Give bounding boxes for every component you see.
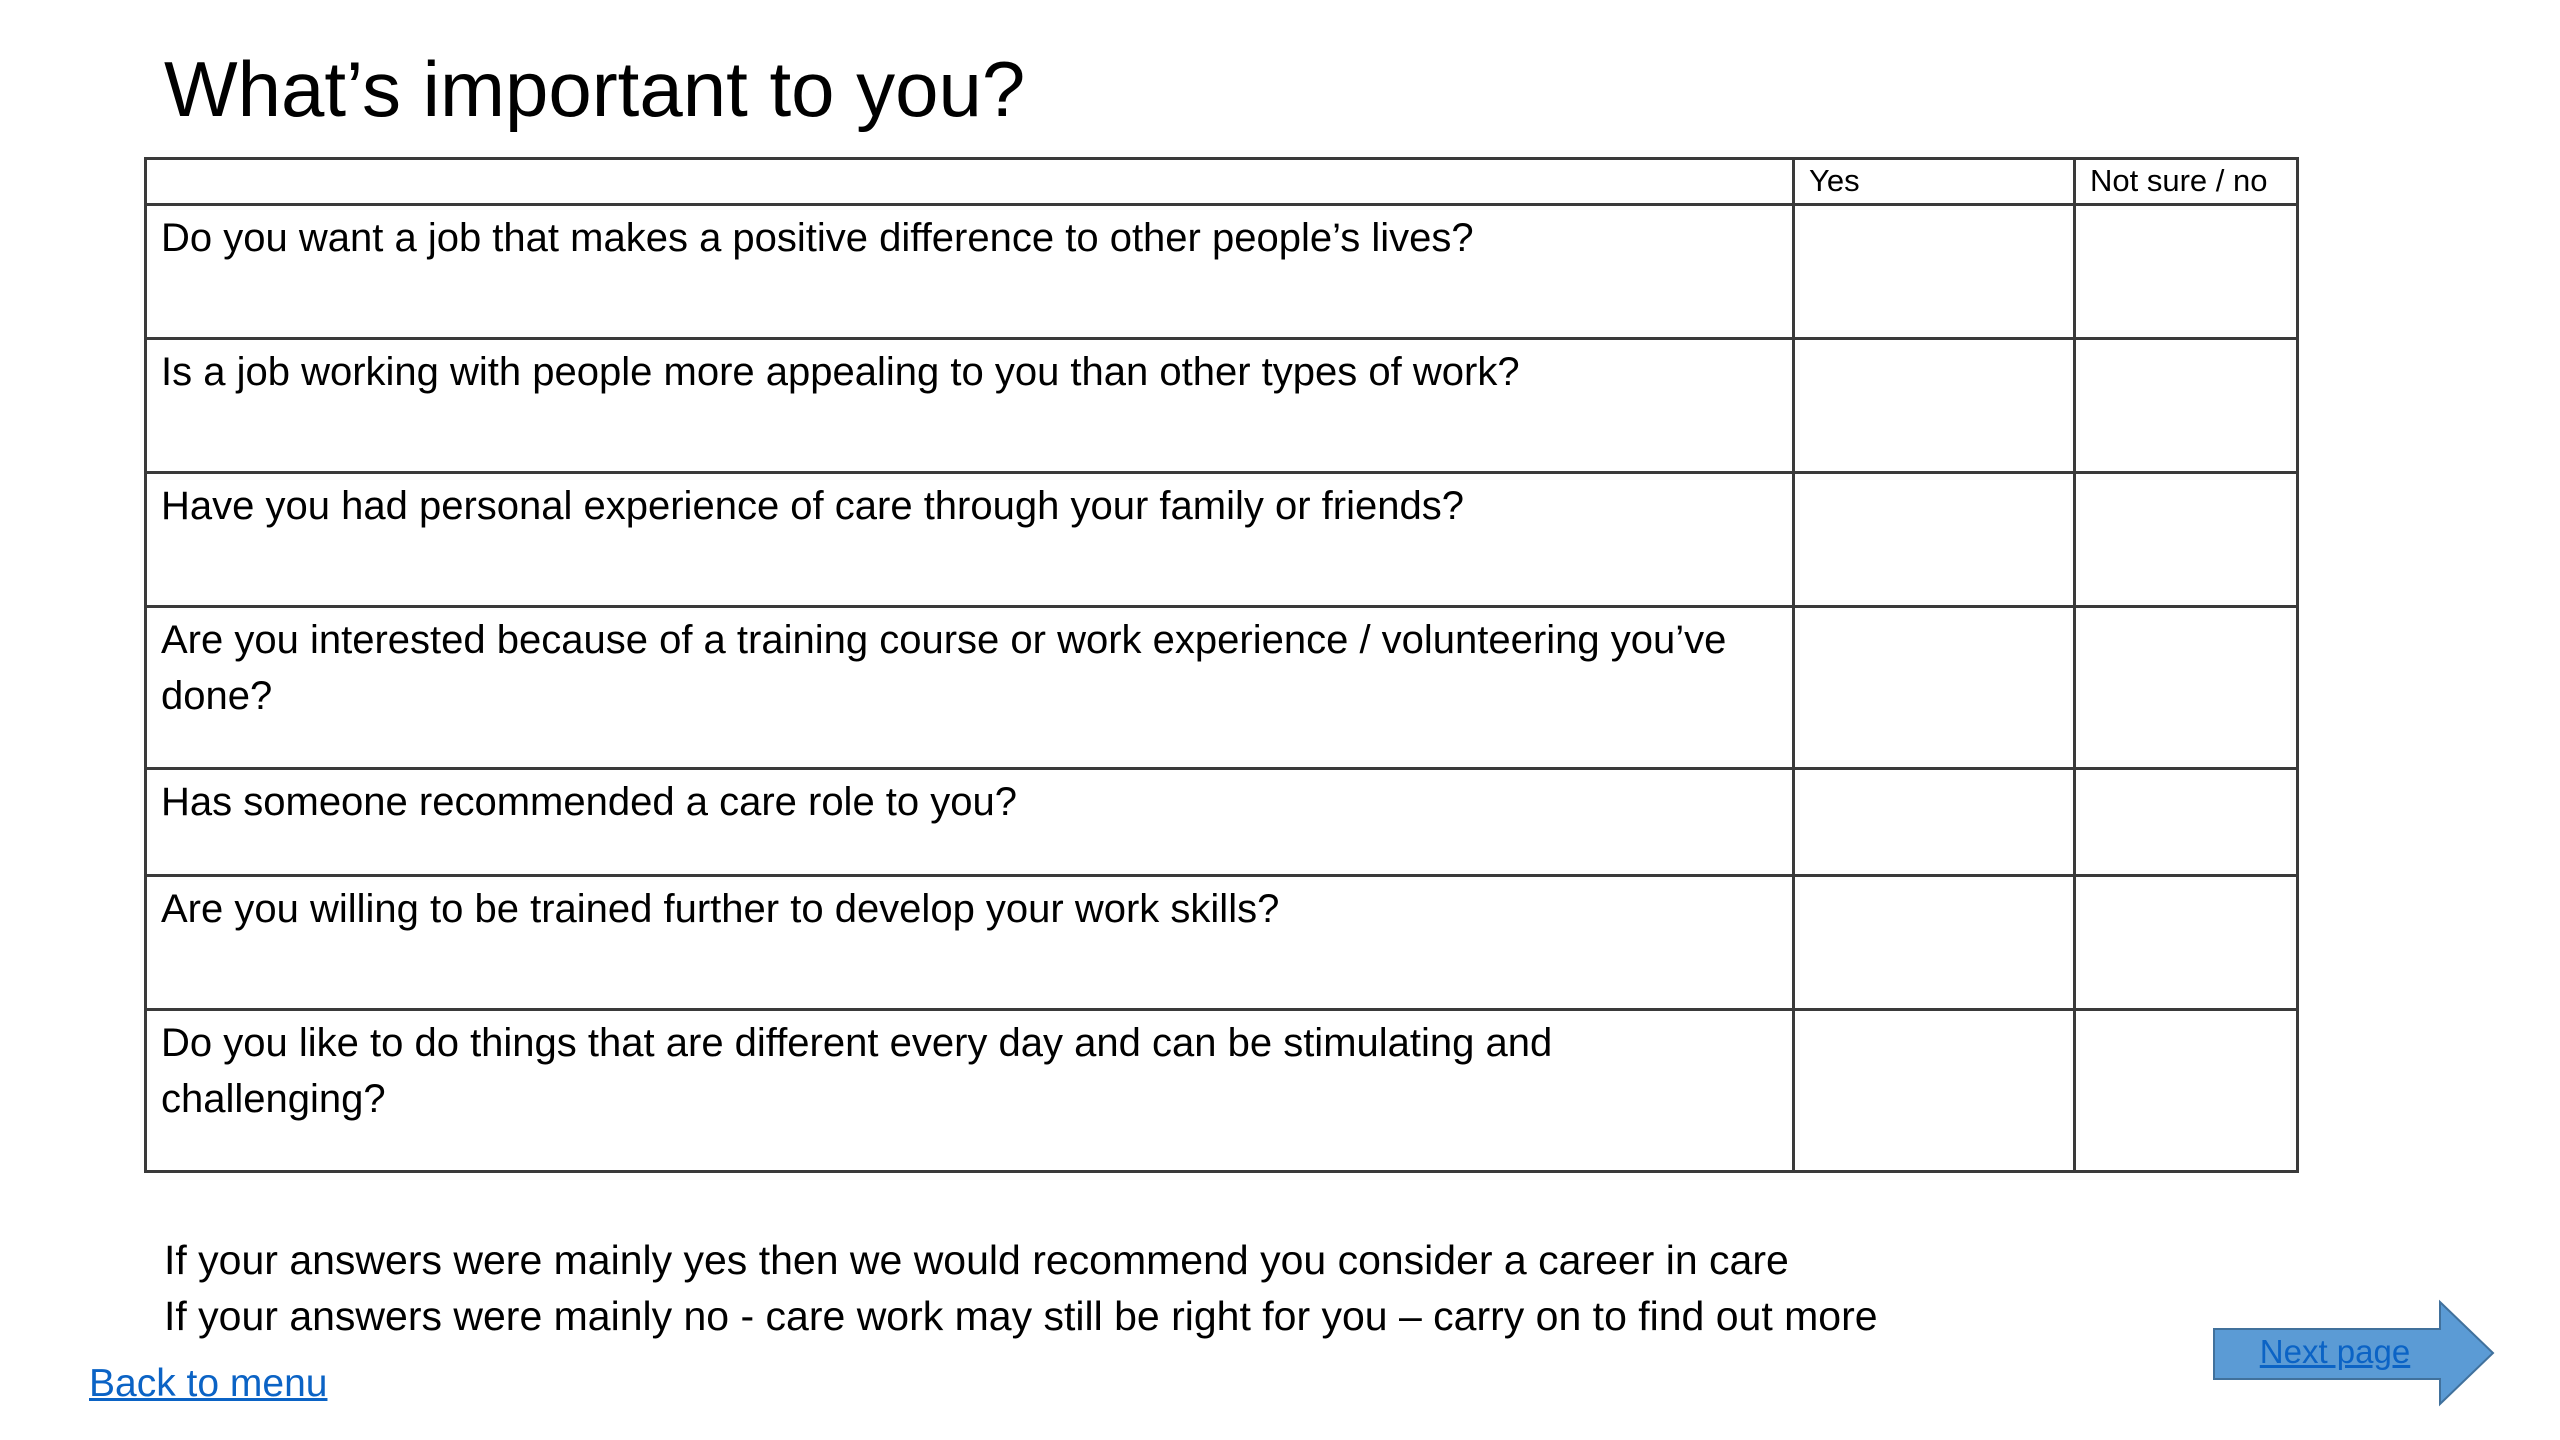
not-sure-answer-cell[interactable] xyxy=(2075,1010,2298,1172)
header-not-sure-no: Not sure / no xyxy=(2075,159,2298,205)
table-row xyxy=(146,473,2298,607)
table-row xyxy=(146,205,2298,339)
table-row xyxy=(146,1010,2298,1172)
not-sure-answer-cell[interactable] xyxy=(2075,473,2298,607)
yes-answer-cell[interactable] xyxy=(1794,1010,2075,1172)
result-guidance xyxy=(164,1232,1878,1344)
next-page-label: Next page xyxy=(2259,1333,2411,1370)
table-row xyxy=(146,769,2298,876)
next-page-button[interactable] xyxy=(2212,1299,2496,1407)
question-cell: Have you had personal experience of care through your family or friends? xyxy=(146,473,1794,607)
question-cell: Is a job working with people more appealing to you than other types of work? xyxy=(146,339,1794,473)
question-cell: Do you like to do things that are different every day and can be stimulating and challenging? xyxy=(146,1010,1794,1172)
yes-answer-cell[interactable] xyxy=(1794,339,2075,473)
yes-answer-cell[interactable] xyxy=(1794,205,2075,339)
question-cell: Do you want a job that makes a positive difference to other people’s lives? xyxy=(146,205,1794,339)
question-cell: Has someone recommended a care role to you? xyxy=(146,769,1794,876)
questionnaire-table xyxy=(144,157,2299,1173)
table-row xyxy=(146,607,2298,769)
page-title: What’s important to you? xyxy=(164,45,1026,133)
not-sure-answer-cell[interactable] xyxy=(2075,876,2298,1010)
not-sure-answer-cell[interactable] xyxy=(2075,205,2298,339)
yes-answer-cell[interactable] xyxy=(1794,876,2075,1010)
not-sure-answer-cell[interactable] xyxy=(2075,769,2298,876)
question-cell: Are you interested because of a training course or work experience / volunteering you’ve done? xyxy=(146,607,1794,769)
question-cell: Are you willing to be trained further to develop your work skills? xyxy=(146,876,1794,1010)
header-yes: Yes xyxy=(1794,159,2075,205)
not-sure-answer-cell[interactable] xyxy=(2075,607,2298,769)
back-to-menu-link[interactable]: Back to menu xyxy=(89,1362,328,1405)
yes-answer-cell[interactable] xyxy=(1794,769,2075,876)
header-question xyxy=(146,159,1794,205)
yes-answer-cell[interactable] xyxy=(1794,473,2075,607)
guidance-mainly-yes: If your answers were mainly yes then we would recommend you consider a career in care xyxy=(164,1237,1789,1283)
guidance-mainly-no: If your answers were mainly no - care work may still be right for you – carry on to find out more xyxy=(164,1293,1878,1339)
table-row xyxy=(146,339,2298,473)
table-header-row xyxy=(146,159,2298,205)
yes-answer-cell[interactable] xyxy=(1794,607,2075,769)
table-row xyxy=(146,876,2298,1010)
not-sure-answer-cell[interactable] xyxy=(2075,339,2298,473)
